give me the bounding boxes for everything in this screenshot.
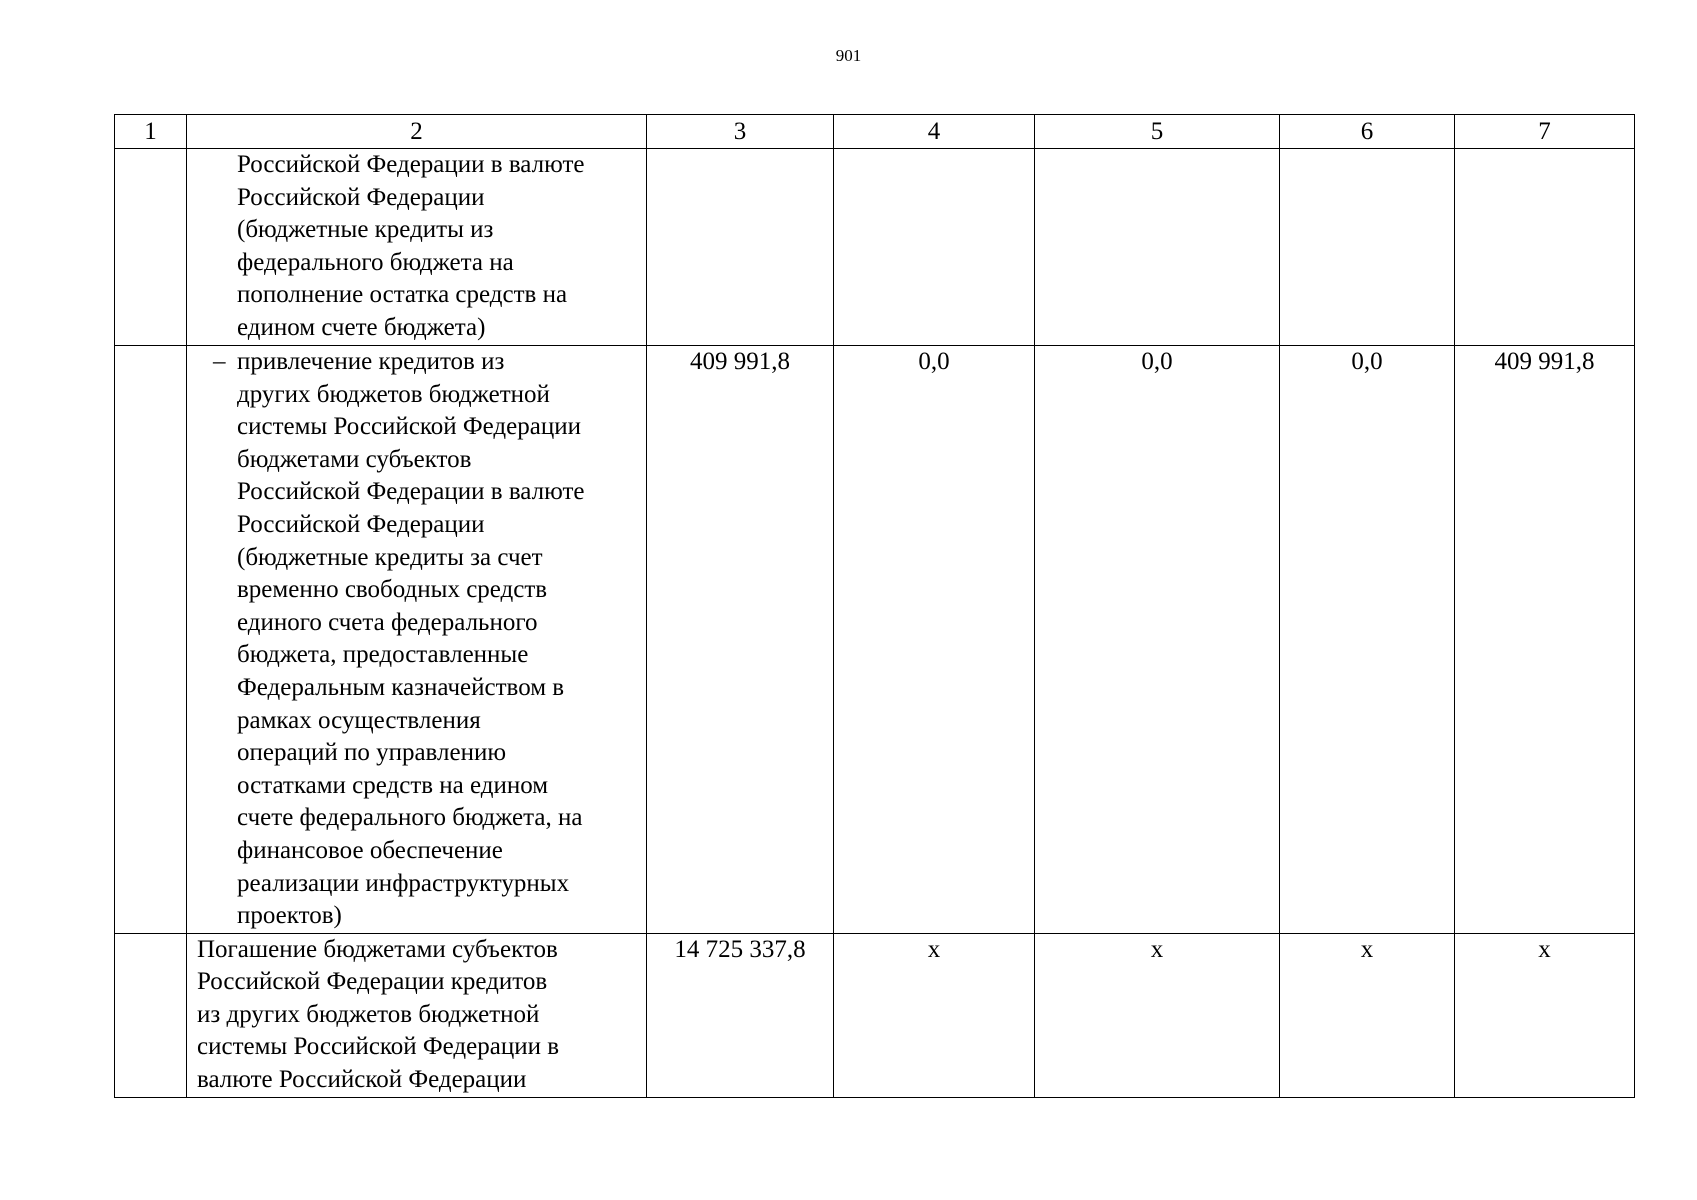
description-line: федерального бюджета на bbox=[237, 248, 514, 276]
value-col-7: 409 991,8 bbox=[1455, 346, 1635, 934]
description-line: привлечение кредитов из bbox=[237, 348, 505, 375]
description-line: других бюджетов бюджетной bbox=[237, 380, 550, 408]
description-line: финансовое обеспечение bbox=[237, 836, 503, 864]
row-number-cell bbox=[115, 149, 187, 346]
value-col-3: 14 725 337,8 bbox=[647, 933, 834, 1097]
description-line: Российской Федерации bbox=[237, 510, 485, 538]
value-col-6 bbox=[1280, 149, 1455, 346]
description-line: остатками средств на едином bbox=[237, 771, 549, 799]
description-line: проектов) bbox=[237, 902, 342, 930]
description-line: пополнение остатка средств на bbox=[237, 281, 568, 309]
value-col-4 bbox=[834, 149, 1035, 346]
table-header-row bbox=[115, 115, 1635, 149]
description-line: реализации инфраструктурных bbox=[237, 869, 570, 897]
description-line: системы Российской Федерации в bbox=[197, 1033, 560, 1061]
page-number: 901 bbox=[835, 46, 862, 65]
description-line: валюте Российской Федерации bbox=[197, 1066, 527, 1094]
description-line: Российской Федерации кредитов bbox=[197, 968, 548, 996]
description-line: Российской Федерации bbox=[237, 183, 485, 211]
list-dash: – bbox=[213, 348, 226, 375]
table-row bbox=[115, 149, 1635, 346]
value-col-3: 409 991,8 bbox=[647, 346, 834, 934]
value-col-3 bbox=[647, 149, 834, 346]
description-text bbox=[187, 346, 646, 933]
budget-table bbox=[114, 114, 1635, 1098]
description-line: Федеральным казначейством в bbox=[237, 673, 565, 701]
row-number-cell bbox=[115, 933, 187, 1097]
description-line: операций по управлению bbox=[237, 739, 507, 767]
description-line: системы Российской Федерации bbox=[237, 413, 581, 441]
column-header-3: 3 bbox=[647, 115, 834, 149]
value-col-4: x bbox=[834, 933, 1035, 1097]
description-cell bbox=[187, 149, 647, 346]
value-col-5 bbox=[1035, 149, 1280, 346]
column-header-7: 7 bbox=[1455, 115, 1635, 149]
row-number-cell bbox=[115, 346, 187, 934]
table-row bbox=[115, 933, 1635, 1097]
column-header-4: 4 bbox=[834, 115, 1035, 149]
description-line: Российской Федерации в валюте bbox=[237, 478, 585, 506]
description-line: единого счета федерального bbox=[237, 608, 538, 636]
description-cell bbox=[187, 933, 647, 1097]
description-line: едином счете бюджета) bbox=[237, 313, 486, 341]
column-header-1: 1 bbox=[115, 115, 187, 149]
description-text bbox=[187, 149, 646, 345]
description-line: бюджета, предоставленные bbox=[237, 641, 529, 669]
value-col-5: 0,0 bbox=[1035, 346, 1280, 934]
value-col-4: 0,0 bbox=[834, 346, 1035, 934]
description-line: (бюджетные кредиты из bbox=[237, 216, 494, 244]
value-col-5: x bbox=[1035, 933, 1280, 1097]
description-line: счете федерального бюджета, на bbox=[237, 804, 583, 832]
value-col-7: x bbox=[1455, 933, 1635, 1097]
value-col-6: x bbox=[1280, 933, 1455, 1097]
description-line: бюджетами субъектов bbox=[237, 445, 472, 473]
description-line: рамках осуществления bbox=[237, 706, 481, 734]
table-row bbox=[115, 346, 1635, 934]
description-line: из других бюджетов бюджетной bbox=[197, 1000, 540, 1028]
description-line: (бюджетные кредиты за счет bbox=[237, 543, 543, 571]
description-line: временно свободных средств bbox=[237, 576, 548, 604]
description-line: Российской Федерации в валюте bbox=[237, 151, 585, 178]
value-col-7 bbox=[1455, 149, 1635, 346]
column-header-6: 6 bbox=[1280, 115, 1455, 149]
description-line: Погашение бюджетами субъектов bbox=[197, 935, 558, 963]
value-col-6: 0,0 bbox=[1280, 346, 1455, 934]
description-cell bbox=[187, 346, 647, 934]
description-text bbox=[187, 934, 646, 1097]
column-header-5: 5 bbox=[1035, 115, 1280, 149]
column-header-2: 2 bbox=[187, 115, 647, 149]
